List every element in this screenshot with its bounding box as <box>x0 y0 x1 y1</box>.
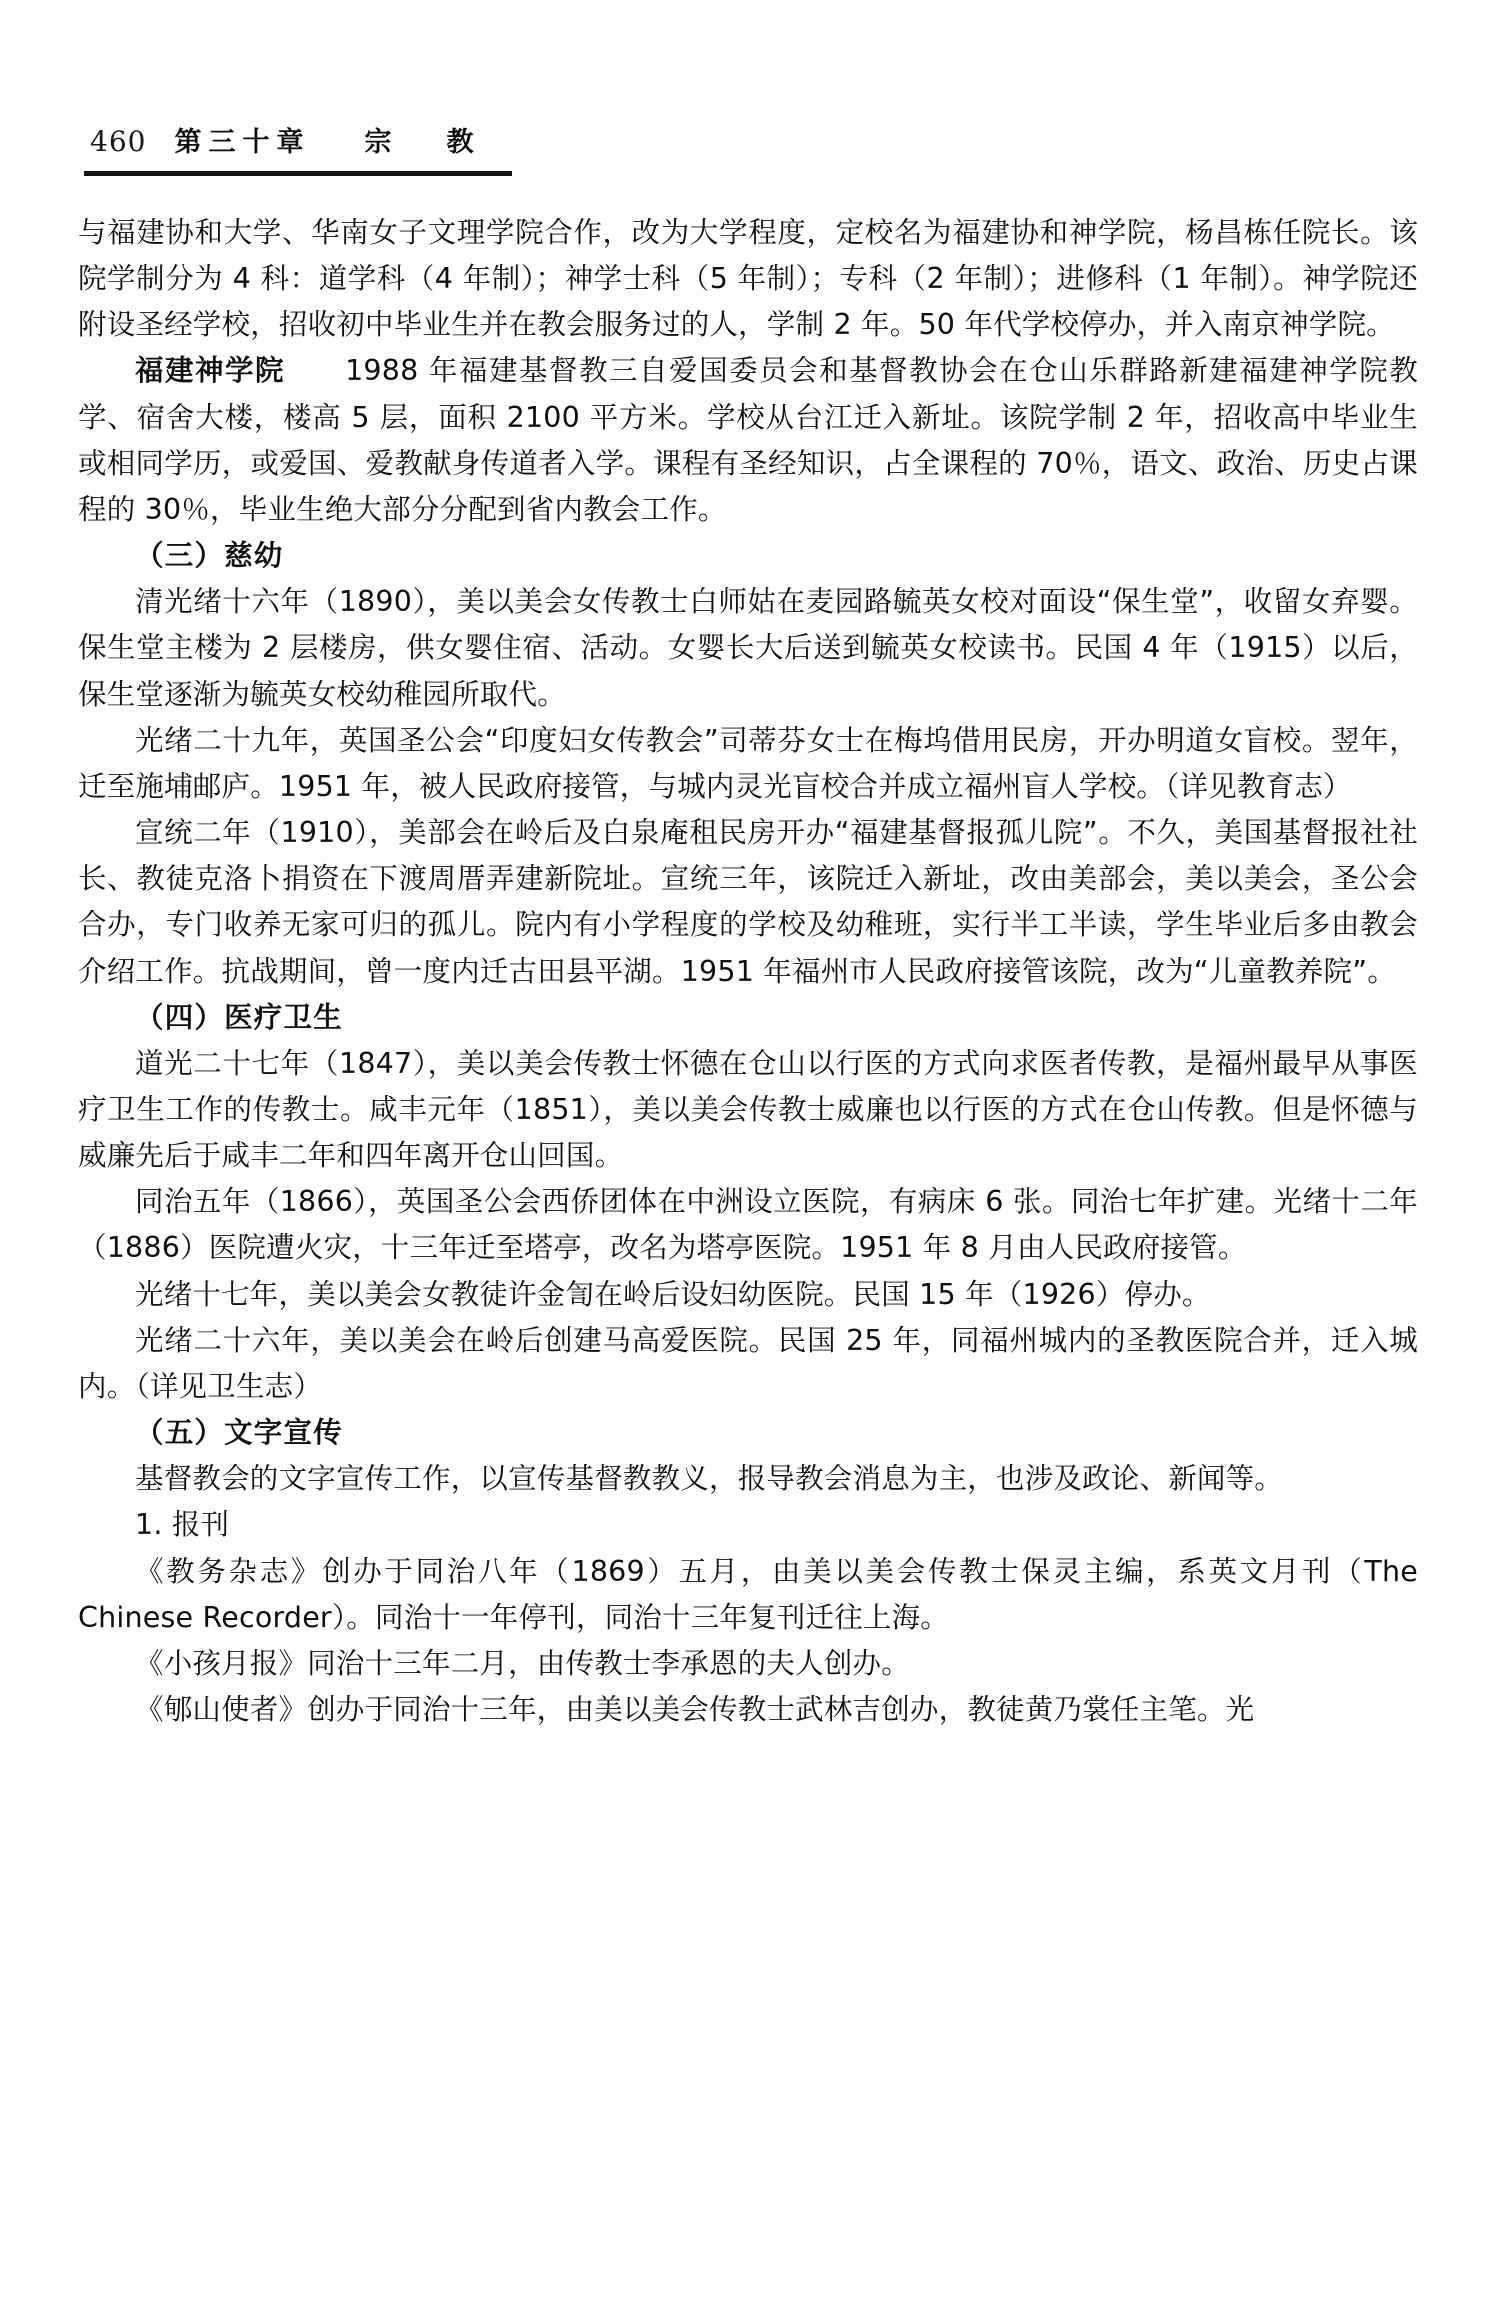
chapter-title: 第三十章 <box>174 127 311 158</box>
page-header <box>78 120 1418 159</box>
chapter-subtitle: 宗 教 <box>364 127 488 158</box>
page-number: 460 <box>90 125 147 158</box>
section-heading: （四）医疗卫生 <box>135 1000 343 1034</box>
paragraph: 同治五年（1866），英国圣公会西侨团体在中洲设立医院，有病床 6 张。同治七年扩建。光绪十二年（1886）医院遭火灾，十三年迁至塔亭，改名为塔亭医院。1951 年 8 月由人民政府接管。 <box>78 1185 1418 1265</box>
paragraph: 基督教会的文字宣传工作，以宣传基督教教义，报导教会消息为主，也涉及政论、新闻等。 <box>135 1462 1284 1496</box>
section-heading: （三）慈幼 <box>135 539 284 573</box>
paragraph: 光绪十七年，美以美会女教徒许金訇在岭后设妇幼医院。民国 15 年（1926）停办。 <box>135 1277 1211 1311</box>
paragraph: 《教务杂志》创办于同治八年（1869）五月，由美以美会传教士保灵主编，系英文月刊（The Chinese Recorder）。同治十一年停刊，同治十三年复刊迁往上海。 <box>78 1554 1418 1634</box>
subsection-heading: 1. 报刊 <box>135 1508 230 1542</box>
paragraph: 清光绪十六年（1890），美以美会女传教士白师姑在麦园路毓英女校对面设“保生堂”，收留女弃婴。保生堂主楼为 2 层楼房，供女婴住宿、活动。女婴长大后送到毓英女校读书。民国 4 年（1915）以后，保生堂逐渐为毓英女校幼稚园所取代。 <box>78 585 1418 711</box>
term-label: 福建神学院 <box>135 354 286 388</box>
paragraph: 光绪二十六年，美以美会在岭后创建马高爱医院。民国 25 年，同福州城内的圣教医院合并，迁入城内。（详见卫生志） <box>78 1323 1418 1403</box>
section-heading: （五）文字宣传 <box>135 1416 343 1450</box>
paragraph: 道光二十七年（1847），美以美会传教士怀德在仓山以行医的方式向求医者传教，是福州最早从事医疗卫生工作的传教士。咸丰元年（1851），美以美会传教士威廉也以行医的方式在仓山传教。但是怀德与威廉先后于咸丰二年和四年离开仓山回国。 <box>78 1046 1418 1173</box>
body-text <box>78 210 1418 1733</box>
paragraph: 光绪二十九年，英国圣公会“印度妇女传教会”司蒂芬女士在梅坞借用民房，开办明道女盲校。翌年，迁至施埔邮庐。1951 年，被人民政府接管，与城内灵光盲校合并成立福州盲人学校。（详见教育志） <box>78 723 1418 803</box>
paragraph-with-term <box>78 348 1418 533</box>
paragraph: 《郇山使者》创办于同治十三年，由美以美会传教士武林吉创办，教徒黄乃裳任主笔。光 <box>135 1693 1255 1726</box>
paragraph: 宣统二年（1910），美部会在岭后及白泉庵租民房开办“福建基督报孤儿院”。不久，美国基督报社社长、教徒克洛卜捐资在下渡周厝弄建新院址。宣统三年，该院迁入新址，改由美部会，美以美会，圣公会合办，专门收养无家可归的孤儿。院内有小学程度的学校及幼稚班，实行半工半读，学生毕业后多由教会介绍工作。抗战期间，曾一度内迁古田县平湖。1951 年福州市人民政府接管该院，改为“儿童教养院”。 <box>78 816 1418 988</box>
paragraph: 与福建协和大学、华南女子文理学院合作，改为大学程度，定校名为福建协和神学院，杨昌栋任院长。该院学制分为 4 科：道学科（4 年制）；神学士科（5 年制）；专科（2 年制）；进修科（1 年制）。神学院还附设圣经学校，招收初中毕业生并在教会服务过的人，学制 2 年。50 年代学校停办，并入南京神学院。 <box>78 216 1418 342</box>
paragraph-text: 1988 年福建基督教三自爱国委员会和基督教协会在仓山乐群路新建福建神学院教学、宿舍大楼，楼高 5 层，面积 2100 平方米。学校从台江迁入新址。该院学制 2 年，招收高中毕业生或相同学历，或爱国、爱教献身传道者入学。课程有圣经知识，占全课程的 70％，语文、政治、历史占课程的 30％，毕业生绝大部分分配到省内教会工作。 <box>78 354 1418 526</box>
header-divider <box>84 171 512 176</box>
paragraph: 《小孩月报》同治十三年二月，由传教士李承恩的夫人创办。 <box>135 1646 910 1680</box>
page-content <box>78 120 1418 1733</box>
